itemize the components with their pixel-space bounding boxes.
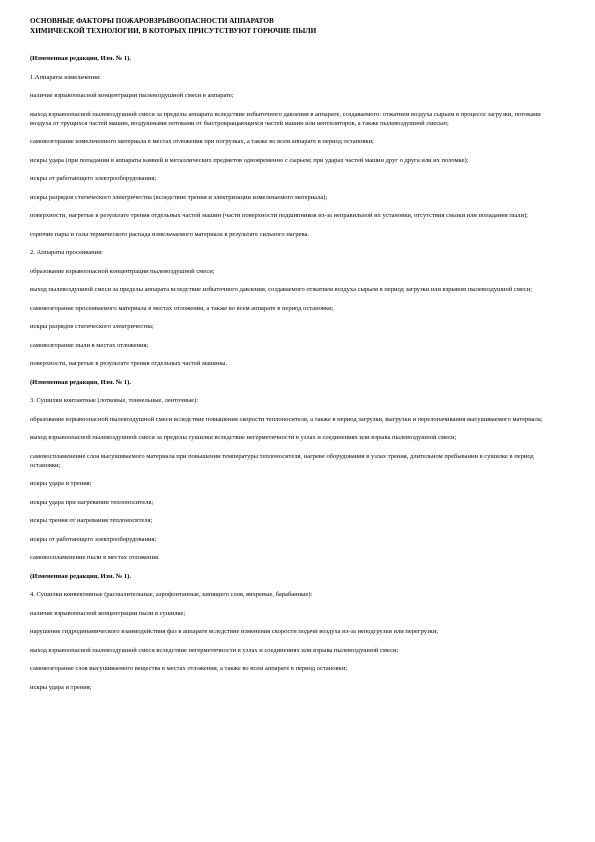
document-content xyxy=(30,16,560,701)
paragraph: искры удара и трения; xyxy=(30,480,92,487)
paragraph: выход взрывоопасной пылевоздушной смеси за пределы аппарата вследствие избыточного давления в аппарате, создаваемого: отжатием воздуха сырьем в процессе загрузки, потоками воздуха от трущихся частей машин, воздушными потоками от быстровращающихся частей машин или вентиляторов, а также пылевоздушной смесью; xyxy=(30,110,541,127)
title-line-1: ОСНОВНЫЕ ФАКТОРЫ ПОЖАРОВЗРЫВООПАСНОСТИ АППАРАТОВ xyxy=(30,17,274,25)
amendment-note: (Измененная редакция, Изм. № 1). xyxy=(30,378,131,386)
paragraph: выход взрывоопасной пылевоздушной смеси вследствие негерметичности в узлах и соединениях или взрыва пылевоздушной смеси; xyxy=(30,646,399,654)
paragraph: 2. Аппараты просеивания: xyxy=(30,249,103,256)
document-title xyxy=(30,16,560,36)
paragraph: 3. Сушилки контактные (лотковые, тоннельные, ленточные): xyxy=(30,397,199,404)
paragraph: искры разрядов статического электричества (вследствие трения и электризации измельчаемого материала); xyxy=(30,193,328,201)
paragraph: самовозгорание измельченного материала в местах отложения при погрузках, а также во всем аппарате в период остановки; xyxy=(30,138,374,145)
paragraph: поверхности, нагретые в результате трения отдельных частей машины. xyxy=(30,360,228,367)
paragraph: поверхности, нагретые в результате трения отдельных частей машин (части поверхности подшипников из-за неправильной их установки, отсутствия смазки или попадания пыли); xyxy=(30,212,528,219)
paragraph: образование взрывоопасной концентрации пылевоздушной смеси; xyxy=(30,267,215,275)
paragraph: искры удара (при попадании в аппараты камней и металлических предметов одновременно с сырьем; при ударах частей машин друг о друга или их поломке); xyxy=(30,156,469,164)
paragraph: искры разрядов статического электричества; xyxy=(30,323,154,330)
paragraph: самовоспламенение пыли в местах отложения. xyxy=(30,554,160,561)
paragraph: нарушение гидродинамического взаимодействия фаз в аппарате вследствие изменения скорости подачи воздуха из-за неподгрузки или перегрузки; xyxy=(30,628,438,635)
paragraph: искры удара и трения; xyxy=(30,683,92,691)
amendment-note: (Измененная редакция, Изм. № 1). xyxy=(30,55,131,62)
paragraph: горючие пары и газы термического распада измельчаемого материала в результате сильного нагрева. xyxy=(30,230,309,238)
paragraph: 1.Аппараты измельчения: xyxy=(30,73,101,81)
paragraph: самовозгорание пыли в местах отложения; xyxy=(30,341,149,349)
paragraph: 4. Сушилки конвективные (распылительные, аэрофонтанные, кипящего слоя, вихревые, барабанные): xyxy=(30,591,313,598)
paragraph: самовоспламенение слоя высушиваемого материала при повышении температуры теплоносителя, нагреве оборудования в узлах трения, длительном пребывании в сушилке в период остановки; xyxy=(30,452,534,469)
amendment-note: (Измененная редакция, Изм. № 1). xyxy=(30,572,131,580)
paragraph: самовозгорание просеиваемого материала в местах отложения, а также во всем аппарате в период остановки; xyxy=(30,304,334,312)
paragraph: выход взрывоопасной пылевоздушной смеси за пределы сушилки вследствие негерметичности в узлах и соединениях или взрыва пылевоздушной смеси; xyxy=(30,434,457,441)
paragraph: наличие взрывоопасной концентрации пылевоздушной смеси в аппарате; xyxy=(30,92,234,99)
paragraph: наличие взрывоопасной концентрации пыли в сушилке; xyxy=(30,609,186,617)
paragraph: искры удара при нагревании теплоносителя; xyxy=(30,498,154,506)
paragraph: выход пылевоздушной смеси за пределы аппарата вследствие избыточного давления, создаваемого отжатием воздуха сырьем в период загрузки или взрывом пылевоздушной смеси; xyxy=(30,286,533,293)
paragraph: самовозгорание слоя высушиваемого вещества в местах отложения, а также во всем аппарате в период остановки; xyxy=(30,665,348,672)
paragraph: искры от работающего электрооборудования; xyxy=(30,535,157,543)
paragraph: образование взрывоопасной пылевоздушной смеси вследствие повышения скорости теплоносителя, а также в период загрузки, выгрузки и перелопачивания высушиваемого материала; xyxy=(30,415,543,423)
paragraph: искры трения от нагревания теплоносителя; xyxy=(30,517,153,524)
paragraph-list xyxy=(30,54,560,692)
paragraph: искры от работающего электрооборудования; xyxy=(30,175,157,182)
title-line-2: ХИМИЧЕСКОЙ ТЕХНОЛОГИИ, В КОТОРЫХ ПРИСУТСТВУЮТ ГОРЮЧИЕ ПЫЛИ xyxy=(30,27,317,35)
